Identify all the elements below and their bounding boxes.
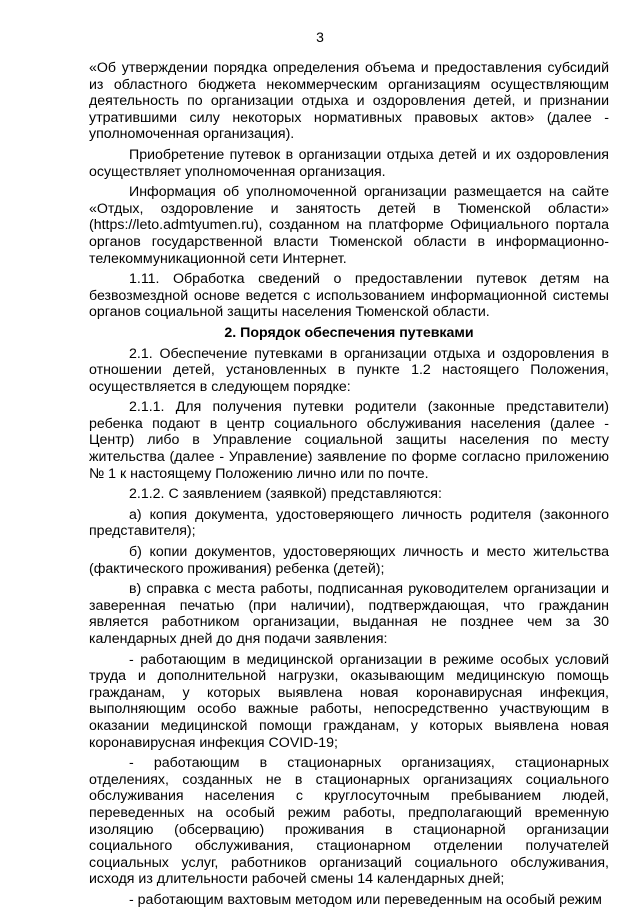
list-item-b: б) копии документов, удостоверяющих личность и место жительства (фактического проживания) ребенка (детей); [89,544,609,577]
paragraph-1-11: 1.11. Обработка сведений о предоставлении путевок детям на безвозмездной основе ведется с использованием информационной системы органов социальной защиты населения Тюменской области. [89,271,609,321]
paragraph-2-1-1: 2.1.1. Для получения путевки родители (законные представители) ребенка подают в центр социального обслуживания населения (далее - Центр) либо в Управление социальной защиты населения по месту жительства (далее - Управление) заявление по форме согласно приложению № 1 к настоящему Положению лично или по почте. [89,399,609,482]
dash-item-shift: - работающим вахтовым методом или переведенным на особый режим [129,891,602,908]
paragraph-website-info: Информация об уполномоченной организации размещается на сайте «Отдых, оздоровление и занятость детей в Тюменской области» (https://leto.admtyumen.ru), созданном на платформе Официального портала органов государственной власти Тюменской области в информационно-телекоммуникационной сети Интернет. [89,184,609,267]
document-body [89,60,609,913]
dash-item-medical: - работающим в медицинской организации в режиме особых условий труда и дополнительной нагрузки, оказывающим медицинскую помощь гражданам, у которых выявлена новая коронавирусная инфекция, выполняющим особо важные работы, непосредственно участвующим в оказании медицинской помощи гражданам, у которых выявлена новая коронавирусная инфекция COVID-19; [89,651,609,751]
paragraph-2-1: 2.1. Обеспечение путевками в организации отдыха и оздоровления в отношении детей, установленных в пункте 1.2 настоящего Положения, осуществляется в следующем порядке: [89,345,609,395]
paragraph-voucher-purchase: Приобретение путевок в организации отдыха детей и их оздоровления осуществляет уполномоченная организация. [89,146,609,180]
paragraph-authorized-org: «Об утверждении порядка определения объема и предоставления субсидий из областного бюджета некоммерческим организациям осуществляющим деятельность по организации отдыха и оздоровления детей, и признании утратившими силу некоторых нормативных правовых актов» (далее - уполномоченная организация). [89,60,609,143]
list-item-a: а) копия документа, удостоверяющего личность родителя (законного представителя); [89,506,609,540]
paragraph-2-1-2: 2.1.2. С заявлением (заявкой) представляются: [129,486,442,503]
dash-item-stationary: - работающим в стационарных организациях, стационарных отделениях, созданных не в стационарных организациях социального обслуживания населения с круглосуточным пребыванием людей, переведенных на особый режим работы, предполагающий временную изоляцию (обсервацию) проживания в стационарной организации социального обслуживания, стационарном отделении получателей социальных услуг, работников организаций социального обслуживания, исходя из длительности рабочей смены 14 календарных дней; [89,755,609,888]
section-heading-2: 2. Порядок обеспечения путевками [224,324,474,341]
page-number: 3 [316,29,324,45]
list-item-v: в) справка с места работы, подписанная руководителем организации и заверенная печатью (при наличии), подтверждающая, что гражданин является работником организации, выданная не позднее чем за 30 календарных дней до дня подачи заявления: [89,581,609,647]
